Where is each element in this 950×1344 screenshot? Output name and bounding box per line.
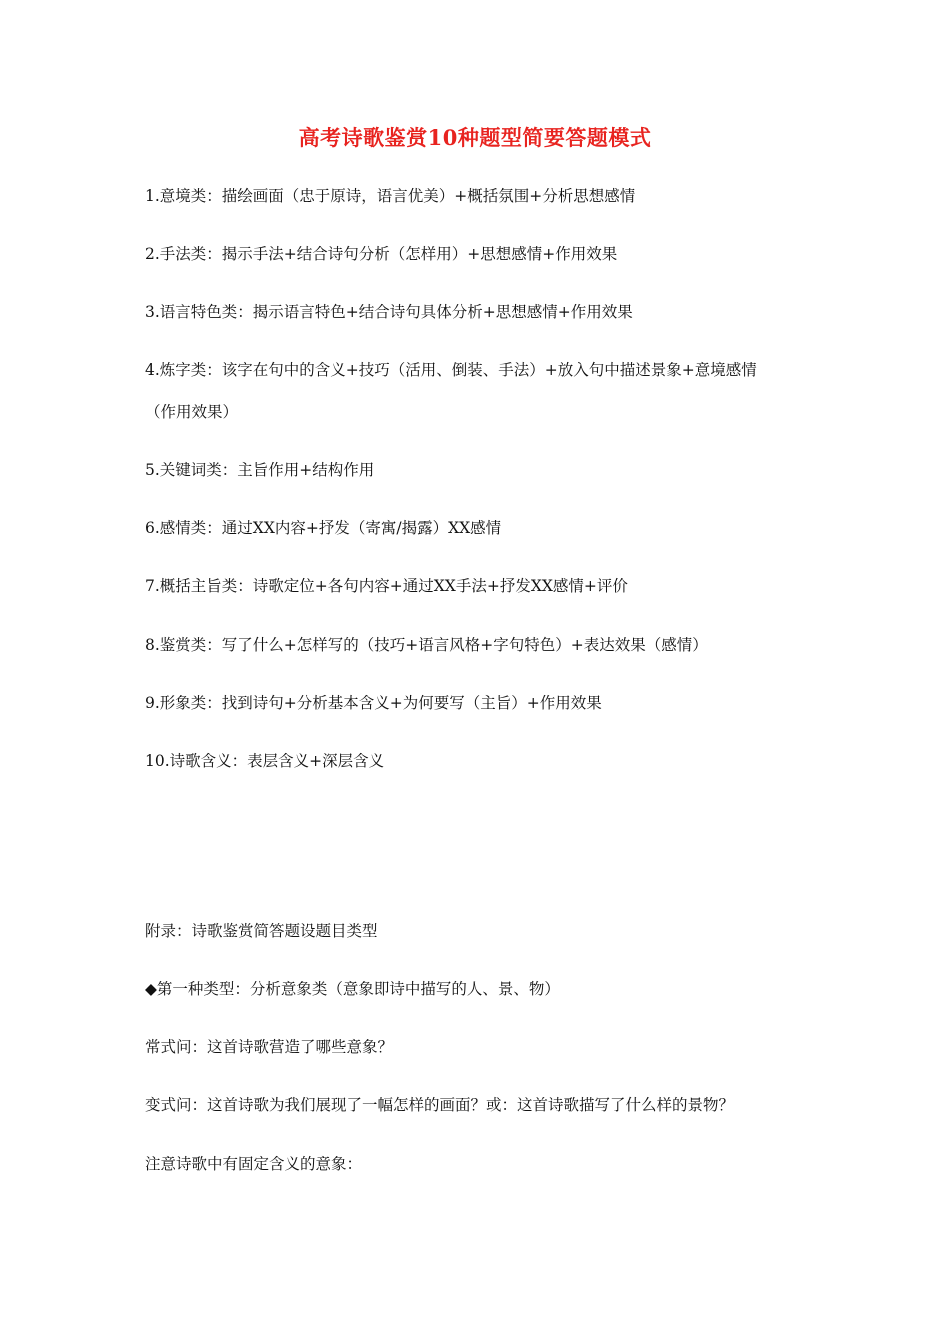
item-7: 7.概括主旨类：诗歌定位+各句内容+通过XX手法+抒发XX感情+评价 bbox=[145, 577, 628, 595]
item-2: 2.手法类：揭示手法+结合诗句分析（怎样用）+思想感情+作用效果 bbox=[145, 245, 618, 263]
item-4: 4.炼字类：该字在句中的含义+技巧（活用、倒装、手法）+放入句中描述景象+意境感情 bbox=[145, 361, 757, 379]
appendix-regular-question: 常式问：这首诗歌营造了哪些意象？ bbox=[145, 1038, 394, 1056]
item-3: 3.语言特色类：揭示语言特色+结合诗句具体分析+思想感情+作用效果 bbox=[145, 303, 633, 321]
appendix-note: 注意诗歌中有固定含义的意象： bbox=[145, 1155, 363, 1173]
item-5: 5.关键词类：主旨作用+结构作用 bbox=[145, 461, 375, 479]
item-1: 1.意境类：描绘画面（忠于原诗，语言优美）+概括氛围+分析思想感情 bbox=[145, 187, 636, 205]
appendix-heading: 附录：诗歌鉴赏简答题设题目类型 bbox=[145, 922, 378, 940]
item-6: 6.感情类：通过XX内容+抒发（寄寓/揭露）XX感情 bbox=[145, 519, 502, 537]
appendix-type-1: ◆第一种类型：分析意象类（意象即诗中描写的人、景、物） bbox=[145, 980, 560, 998]
item-8: 8.鉴赏类：写了什么+怎样写的（技巧+语言风格+字句特色）+表达效果（感情） bbox=[145, 636, 708, 654]
item-4-continued: （作用效果） bbox=[145, 403, 239, 421]
item-9: 9.形象类：找到诗句+分析基本含义+为何要写（主旨）+作用效果 bbox=[145, 694, 602, 712]
appendix-variant-question: 变式问：这首诗歌为我们展现了一幅怎样的画面？或：这首诗歌描写了什么样的景物？ bbox=[145, 1096, 735, 1114]
document-title: 高考诗歌鉴赏10种题型简要答题模式 bbox=[298, 125, 652, 150]
item-10: 10.诗歌含义：表层含义+深层含义 bbox=[145, 752, 385, 770]
